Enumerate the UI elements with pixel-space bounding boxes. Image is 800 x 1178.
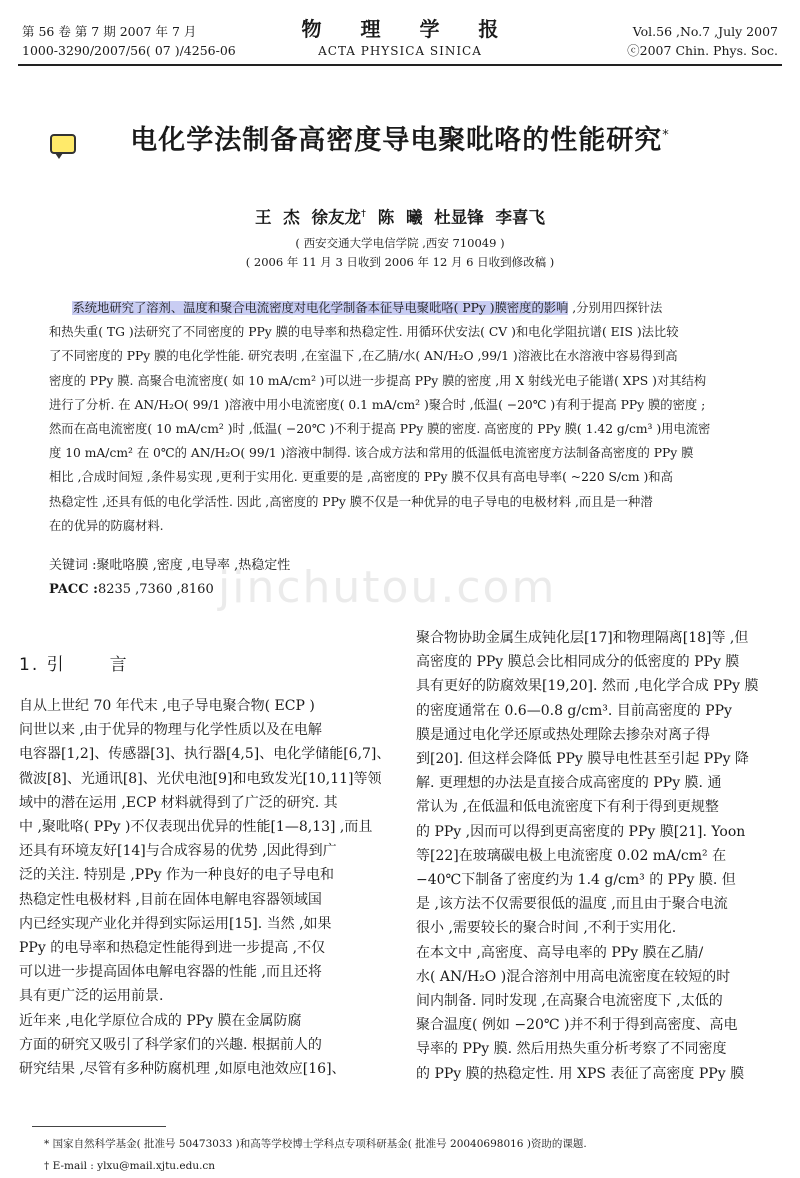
- body-line: 问世以来 ,由于优异的物理与化学性质以及在电解: [19, 722, 322, 739]
- author-dagger: †: [361, 208, 366, 220]
- abstract-line: 热稳定性 ,还具有低的电化学活性. 因此 ,高密度的 PPy 膜不仅是一种优异的电子导电的电极材料 ,而且是一种潜: [49, 494, 653, 509]
- abstract-line1-rest: ,分别用四探针法: [568, 301, 663, 315]
- body-line: 可以进一步提高固体电解电容器的性能 ,而且还将: [19, 964, 322, 981]
- body-line: 解. 更理想的办法是直接合成高密度的 PPy 膜. 通: [416, 775, 722, 792]
- abstract-line: 和热失重( TG )法研究了不同密度的 PPy 膜的电导率和热稳定性. 用循环伏安法( CV )和电化学阻抗谱( EIS )法比较: [49, 325, 679, 340]
- highlighted-text[interactable]: 系统地研究了溶剂、温度和聚合电流密度对电化学制备本征导电聚吡咯( PPy )膜密度的影响: [72, 301, 569, 315]
- body-line: 导率的 PPy 膜. 然后用热失重分析考察了不同密度: [416, 1041, 727, 1058]
- footnote-funding: * 国家自然科学基金( 批准号 50473033 )和高等学校博士学科点专项科研基金( 批准号 20040698016 )资助的课题.: [44, 1138, 587, 1150]
- right-column: [416, 626, 784, 1086]
- body-line: 是 ,该方法不仅需要很低的温度 ,而且由于聚合电流: [416, 896, 728, 913]
- footnote-email: † E-mail : ylxu@mail.xjtu.edu.cn: [44, 1160, 216, 1172]
- body-line: 的 PPy ,因而可以得到更高密度的 PPy 膜[21]. Yoon: [416, 823, 746, 840]
- body-line: 间内制备. 同时发现 ,在高聚合电流密度下 ,太低的: [416, 993, 723, 1010]
- body-line: 还具有环境友好[14]与合成容易的优势 ,因此得到广: [19, 843, 337, 860]
- left-column: [19, 694, 391, 1081]
- article-title: [130, 125, 670, 156]
- watermark: jinchutou.com: [218, 562, 557, 613]
- body-line: 的 PPy 膜的热稳定性. 用 XPS 表征了高密度 PPy 膜: [416, 1065, 745, 1082]
- section-heading: [19, 650, 129, 675]
- body-line: 热稳定性电极材料 ,目前在固体电解电容器领域国: [19, 891, 322, 908]
- header-rule: [18, 64, 782, 66]
- body-line: 聚合物协助金属生成钝化层[17]和物理隔离[18]等 ,但: [416, 630, 749, 646]
- title-block: [0, 118, 800, 157]
- abstract-line: 密度的 PPy 膜. 高聚合电流密度( 如 10 mA/cm² )可以进一步提高 PPy 膜的密度 ,用 X 射线光电子能谱( XPS )对其结构: [49, 373, 707, 388]
- body-line: 自从上世纪 70 年代末 ,电子导电聚合物( ECP ): [19, 698, 315, 714]
- author-list: [0, 204, 800, 228]
- keywords-value: 聚吡咯膜 ,密度 ,电导率 ,热稳定性: [96, 558, 291, 573]
- abstract: [49, 296, 752, 538]
- body-line: 到[20]. 但这样会降低 PPy 膜导电性甚至引起 PPy 降: [416, 751, 749, 768]
- body-line: 近年来 ,电化学原位合成的 PPy 膜在金属防腐: [19, 1012, 302, 1029]
- body-line: 很小 ,需要较长的聚合时间 ,不利于实用化.: [416, 920, 677, 937]
- abstract-line: 度 10 mA/cm² 在 0℃的 AN/H₂O( 99/1 )溶液中制得. 该合成方法和常用的低温低电流密度方法制备高密度的 PPy 膜: [49, 446, 694, 461]
- abstract-line: 然而在高电流密度( 10 mA/cm² )时 ,低温( −20℃ )不利于提高 PPy 膜的密度. 高密度的 PPy 膜( 1.42 g/cm³ )用电流密: [49, 422, 711, 437]
- section-title: 言: [109, 655, 129, 675]
- body-line: 高密度的 PPy 膜总会比相同成分的低密度的 PPy 膜: [416, 654, 740, 671]
- authors-part2: 陈 曦 杜显锋 李喜飞: [377, 208, 545, 227]
- article-title-text: 电化学法制备高密度导电聚吡咯的性能研究: [130, 125, 663, 156]
- abstract-line: 进行了分析. 在 AN/H₂O( 99/1 )溶液中用小电流密度( 0.1 mA/cm² )聚合时 ,低温( −20℃ )有利于提高 PPy 膜的密度 ;: [49, 397, 706, 412]
- abstract-line: 在的优异的防腐材料.: [49, 518, 164, 533]
- body-line: 常认为 ,在低温和低电流密度下有利于得到更规整: [416, 799, 719, 816]
- body-line: 研究结果 ,尽管有多种防腐机理 ,如原电池效应[16]、: [19, 1061, 346, 1078]
- title-footnote-mark: *: [662, 128, 670, 143]
- body-line: 聚合温度( 例如 −20℃ )并不利于得到高密度、高电: [416, 1017, 738, 1034]
- keywords-label: 关键词 :: [49, 558, 97, 573]
- volume-line: 第 56 卷 第 7 期 2007 年 7 月: [22, 24, 197, 39]
- body-line: 方面的研究又吸引了科学家们的兴趣. 根据前人的: [19, 1036, 322, 1053]
- abstract-line: [49, 296, 752, 320]
- abstract-line: 了不同密度的 PPy 膜的电化学性能. 研究表明 ,在室温下 ,在乙腈/水( AN/H₂O ,99/1 )溶液比在水溶液中容易得到高: [49, 349, 678, 364]
- journal-title-cn: 物 理 学 报: [301, 17, 515, 41]
- journal-title-en: ACTA PHYSICA SINICA: [318, 44, 482, 58]
- volume-en: Vol.56 ,No.7 ,July 2007: [632, 24, 778, 39]
- copyright: ⓒ2007 Chin. Phys. Soc.: [627, 43, 778, 58]
- body-line: 具有更好的防腐效果[19,20]. 然而 ,电化学合成 PPy 膜: [416, 678, 759, 695]
- affiliation: ( 西安交通大学电信学院 ,西安 710049 ): [295, 236, 505, 250]
- body-line: 膜是通过电化学还原或热处理除去掺杂对离子得: [416, 726, 710, 743]
- body-line: 等[22]在玻璃碳电极上电流密度 0.02 mA/cm² 在: [416, 847, 727, 864]
- footnote-rule: [32, 1126, 166, 1127]
- body-line: PPy 的电导率和热稳定性能得到进一步提高 ,不仅: [19, 940, 326, 957]
- body-line: 具有更广泛的运用前景.: [19, 988, 164, 1005]
- body-line: 泛的关注. 特别是 ,PPy 作为一种良好的电子导电和: [19, 867, 334, 884]
- body-line: 域中的潜在运用 ,ECP 材料就得到了广泛的研究. 其: [19, 794, 338, 811]
- body-line: 水( AN/H₂O )混合溶剂中用高电流密度在较短的时: [416, 968, 731, 985]
- header-right: [627, 22, 778, 60]
- body-line: 中 ,聚吡咯( PPy )不仅表现出优异的性能[1—8,13] ,而且: [19, 819, 373, 836]
- pacc-label: PACC :: [49, 582, 98, 597]
- body-line: 电容器[1,2]、传感器[3]、执行器[4,5]、电化学储能[6,7]、: [19, 746, 391, 763]
- received-dates: ( 2006 年 11 月 3 日收到 2006 年 12 月 6 日收到修改稿 ): [245, 255, 555, 269]
- body-line: −40℃下制备了密度约为 1.4 g/cm³ 的 PPy 膜. 但: [416, 872, 736, 889]
- issn-line: 1000-3290/2007/56( 07 )/4256-06: [22, 43, 236, 58]
- body-line: 内已经实现产业化并得到实际运用[15]. 当然 ,如果: [19, 915, 332, 932]
- authors-part1: 王 杰 徐友龙: [255, 208, 361, 227]
- body-line: 微波[8]、光通讯[8]、光伏电池[9]和电致发光[10,11]等领: [19, 770, 382, 787]
- body-line: 在本文中 ,高密度、高导电率的 PPy 膜在乙腈/: [416, 944, 704, 961]
- abstract-line: 相比 ,合成时间短 ,条件易实现 ,更利于实用化. 更重要的是 ,高密度的 PPy 膜不仅具有高电导率( ~220 S/cm )和高: [49, 470, 673, 485]
- section-number: 1. 引: [19, 655, 66, 675]
- body-line: 的密度通常在 0.6—0.8 g/cm³. 目前高密度的 PPy: [416, 702, 732, 719]
- pacc-value: 8235 ,7360 ,8160: [97, 582, 214, 597]
